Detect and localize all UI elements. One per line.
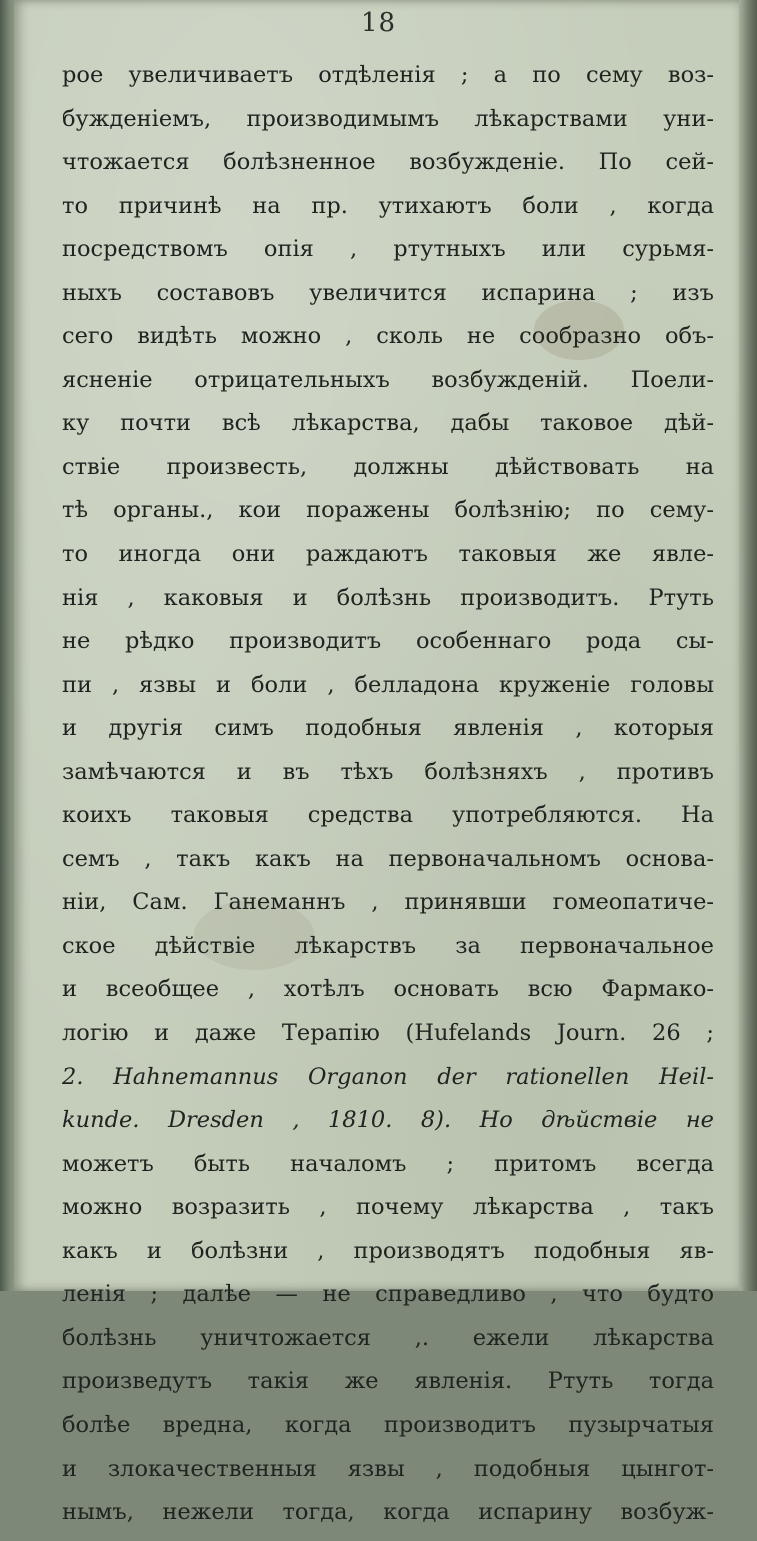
text-line: сего видѣть можно , сколь не сообразно объ- [62,323,714,350]
text-line: пи , язвы и боли , белладона круженіе головы [62,671,714,698]
text-line: 2. Hahnemannus Organon der rationellen Heil- [62,1063,714,1090]
text-line: рое увеличиваетъ отдѣленія ; а по сему воз- [62,62,714,88]
text-line: kunde. Dresden , 1810. 8). Но дѣйствіе не [62,1107,714,1134]
text-line: то иногда они раждаютъ таковыя же явле- [62,541,714,568]
text-line: то причинѣ на пр. утихаютъ боли , когда [62,192,714,219]
text-line: и злокачественныя язвы , подобныя цынгот- [62,1455,714,1482]
text-line: чтожается болѣзненное возбужденіе. По сей- [62,149,714,176]
text-line: коихъ таковыя средства употребляются. На [62,802,714,829]
text-line: какъ и болѣзни , производятъ подобныя яв- [62,1237,714,1264]
text-line: ленія ; далѣе — не справедливо , что будто [62,1281,714,1308]
text-line: болѣзнь уничтожается ,. ежели лѣкарства [62,1324,714,1351]
page-right-edge [739,0,757,1291]
text-line: и другія симъ подобныя явленія , которыя [62,715,714,742]
text-line: ныхъ составовъ увеличится испарина ; изъ [62,279,714,306]
text-line: ствіе произвесть, должны дѣйствовать на [62,453,714,480]
text-line: произведутъ такія же явленія. Ртуть тогда [62,1368,714,1395]
text-line: замѣчаются и въ тѣхъ болѣзняхъ , противъ [62,758,714,785]
text-line: посредствомъ опія , ртутныхъ или сурьмя- [62,236,714,263]
text-line: ніи, Сам. Ганеманнъ , принявши гомеопатиче- [62,889,714,916]
text-line: можетъ быть началомъ ; притомъ всегда [62,1150,714,1177]
text-line: не рѣдко производитъ особеннаго рода сы- [62,628,714,655]
text-line: нымъ, нежели тогда, когда испарину возбуж- [62,1499,714,1526]
page-number: 18 [360,8,397,38]
text-line: ку почти всѣ лѣкарства, дабы таковое дѣй- [62,410,714,437]
text-line: бужденіемъ, производимымъ лѣкарствами уни- [62,105,714,132]
text-line: семъ , такъ какъ на первоначальномъ основа- [62,845,714,872]
text-line: ское дѣйствіе лѣкарствъ за первоначальное [62,932,714,959]
text-line: можно возразить , почему лѣкарства , такъ [62,1194,714,1221]
text-line: ясненіе отрицательныхъ возбужденій. Поели- [62,366,714,393]
text-line: нія , каковыя и болѣзнь производитъ. Ртуть [62,584,714,611]
text-line: болѣе вредна, когда производитъ пузырчатыя [62,1411,714,1438]
text-line: и всеобщее , хотѣлъ основать всю Фармако- [62,976,714,1003]
text-line: логію и даже Терапію (Hufelands Journ. 26 ; [62,1020,714,1047]
text-line: тѣ органы., кои поражены болѣзнію; по сему- [62,497,714,524]
body-text [62,60,714,1541]
